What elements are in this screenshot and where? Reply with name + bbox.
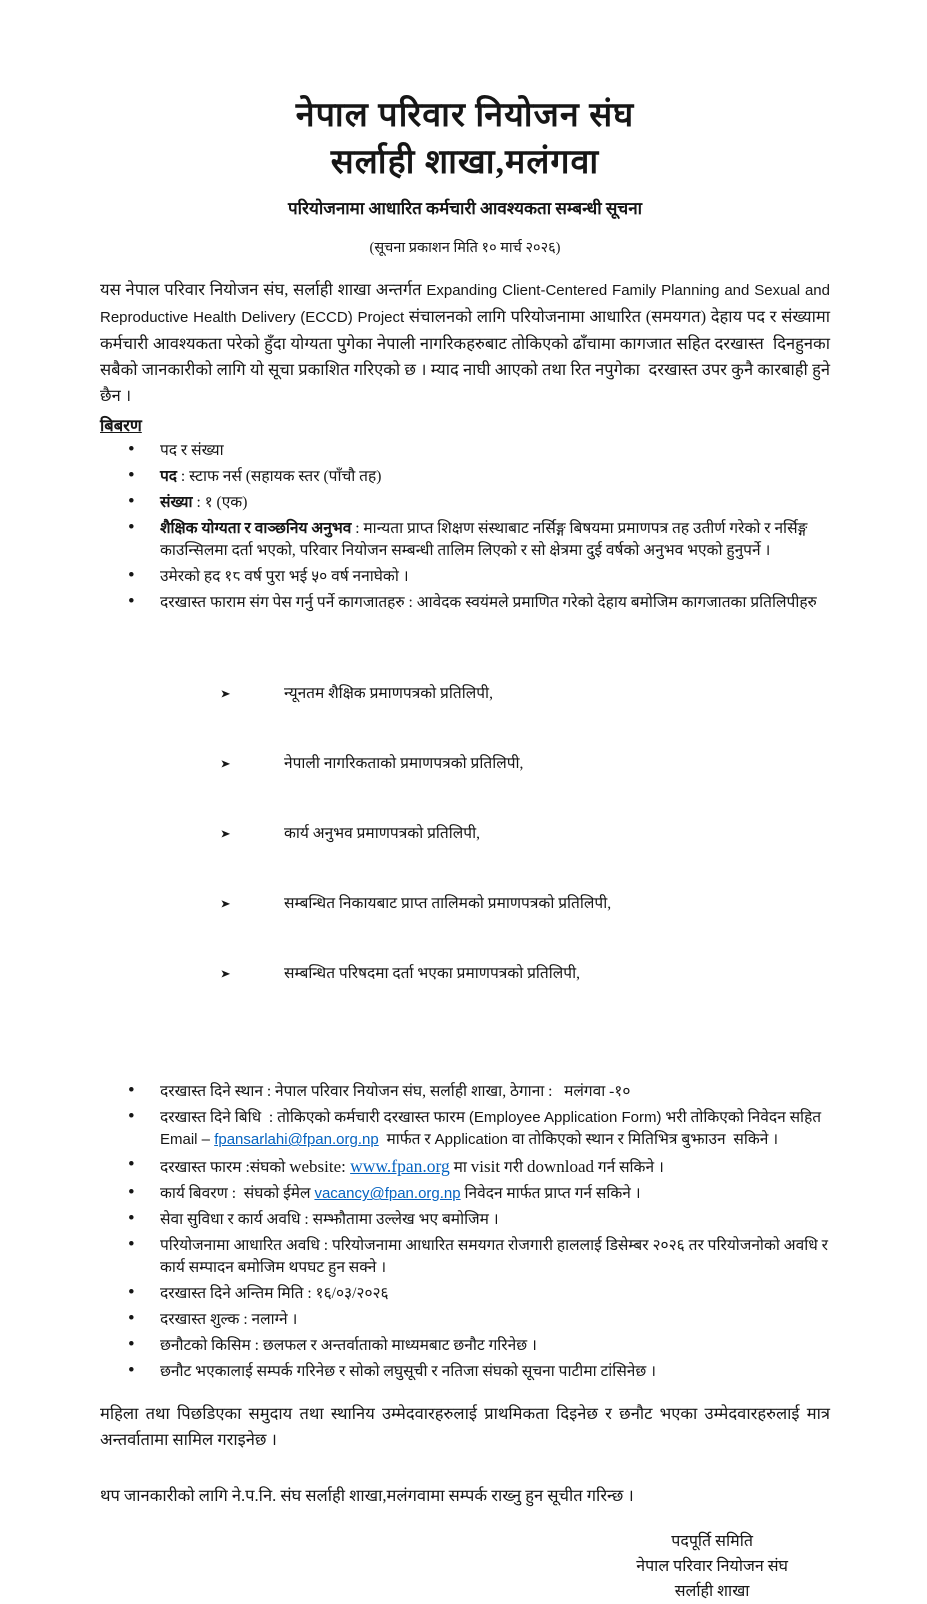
intro-part1: यस नेपाल परिवार नियोजन संघ, सर्लाही शाखा अन्तर्गत (100, 280, 427, 300)
signature-block (636, 1529, 788, 1604)
bullet-text: दरखास्त फारम :संघको (160, 1159, 290, 1177)
sub-bullet-experience-certificate (220, 823, 830, 845)
vacancy-email-link[interactable]: vacancy@fpan.org.np (314, 1185, 461, 1203)
bullet-text-en: (Employee Application Form) (468, 1109, 662, 1127)
intro-part3: संचालनको लागि परियोजनामा आधारित (समयगत) देहाय पद र संख्यामा कर्मचारी आवश्यकता परेको हुँदा योग्यता पुगेका नेपाली नागरिकहरुबाट तोकिएको ढाँचामा कागजात सहित दरखास्त दिनहुनका सबैको जानकारीको लागि यो सूचा प्रकाशित गरिएको छ । म्याद नाघी आएको तथा रित नपुगेका दरखास्त उपर कुनै कारबाही हुने छैन । (100, 307, 835, 406)
bullet-item-qualification (128, 518, 830, 562)
notice-subtitle: परियोजनामा आधारित कर्मचारी आवश्यकता सम्बन्धी सूचना (287, 199, 643, 219)
bullet-item-position-and-number (128, 440, 830, 462)
bullet-text: दरखास्त दिने बिधि : तोकिएको कर्मचारी दरखास्त फारम (160, 1109, 469, 1127)
bullet-text: वा तोकिएको स्थान र मितिभित्र बुझाउन सकिने । (508, 1131, 779, 1149)
requirements-list (100, 440, 830, 1383)
org-title: नेपाल परिवार नियोजन संघ (295, 97, 635, 134)
bullet-item-service-terms (128, 1209, 830, 1231)
bullet-text: गरी (500, 1159, 527, 1177)
bullet-text: दरखास्त फाराम संग पेस गर्नु पर्ने कागजातहरु : आवेदक स्वयंमले प्रमाणित गरेको देहाय बमोजिम कागजातका प्रतिलिपीहरु (160, 594, 817, 612)
sub-bullet-text: कार्य अनुभव प्रमाणपत्रको प्रतिलिपी, (284, 825, 480, 843)
sub-bullet-council-registration (220, 963, 830, 985)
bullet-text-en: download (526, 1157, 594, 1177)
bullet-label: शैक्षिक योग्यता र वाञ्छनिय अनुभव (160, 520, 352, 538)
bullet-text: छनौट भएकालाई सम्पर्क गरिनेछ र सोको लघुसूची र नतिजा संघको सूचना पाटीमा टांसिनेछ । (160, 1363, 657, 1381)
website-link[interactable]: www.fpan.org (350, 1156, 450, 1177)
intro-project-name-en: Expanding Client-Centered Family Planning and Sexual and Reproductive Health Delivery (ECCD) Project (100, 282, 835, 327)
bullet-text: छनौटको किसिम : छलफल र अन्तर्वाताको माध्यमबाट छनौट गरिनेछ । (160, 1337, 537, 1355)
bullet-item-selection-notification (128, 1361, 830, 1383)
sub-bullet-text: न्यूनतम शैक्षिक प्रमाणपत्रको प्रतिलिपी, (284, 685, 493, 703)
bullet-item-job-description (128, 1183, 830, 1205)
bullet-text: : मान्यता प्राप्त शिक्षण संस्थाबाट नर्सिङ्ग बिषयमा प्रमाणपत्र तह उतीर्ण गरेको र नर्सिङ्ग काउन्सिलमा दर्ता भएको, परिवार नियोजन सम्बन्धी तालिम लिएको र सो क्षेत्रमा दुई वर्षको अनुभव भएको हुनुपर्ने । (160, 520, 812, 560)
bullet-item-required-documents (128, 592, 830, 1077)
signature-organization: नेपाल परिवार नियोजन संघ (636, 1558, 788, 1576)
sub-bullet-text: सम्बन्धित परिषदमा दर्ता भएका प्रमाणपत्रको प्रतिलिपी, (284, 965, 580, 983)
bullet-text: : १ (एक) (192, 494, 248, 512)
bullet-text: भरी तोकिएको निवेदन सहित (661, 1109, 826, 1127)
bullet-text: पद र संख्या (160, 442, 224, 460)
bullet-text: उमेरको हद १८ वर्ष पुरा भई ५० वर्ष ननाघेको । (160, 568, 409, 586)
bullet-text-en: visit (470, 1157, 501, 1177)
publish-date: (सूचना प्रकाशन मिति १० मार्च २०२६) (369, 240, 561, 257)
bullet-text: सेवा सुविधा र कार्य अवधि : सम्झौतामा उल्लेख भए बमोजिम । (160, 1211, 499, 1229)
bullet-text: दरखास्त शुल्क : नलाग्ने । (160, 1311, 298, 1329)
bullet-label: संख्या (160, 494, 193, 512)
branch-title: सर्लाही शाखा,मलंगवा (330, 144, 600, 182)
bullet-text: दरखास्त दिने अन्तिम मिति : १६/०३/२०२६ (160, 1285, 389, 1303)
bullet-label: पद (160, 468, 178, 486)
bullet-text: गर्न सकिने । (593, 1159, 664, 1177)
bullet-item-application-method (128, 1107, 830, 1151)
bullet-item-deadline (128, 1283, 830, 1305)
signature-branch: सर्लाही शाखा (674, 1583, 750, 1601)
details-heading: बिबरण (100, 416, 142, 436)
signature-committee: पदपूर्ति समिति (671, 1533, 753, 1551)
priority-note-paragraph: महिला तथा पिछडिएका समुदाय तथा स्थानिय उम्मेदवारहरुलाई प्राथमिकता दिइनेछ र छनौट भएका उम्मेदवारहरुलाई मात्र अन्तर्वातामा सामिल गराइनेछ । (100, 1404, 835, 1450)
bullet-text-en: website: (289, 1157, 351, 1177)
sub-bullet-text: नेपाली नागरिकताको प्रमाणपत्रको प्रतिलिपी, (284, 755, 524, 773)
document-header (100, 96, 830, 257)
bullet-item-application-fee (128, 1309, 830, 1331)
sub-bullet-academic-certificate (220, 683, 830, 705)
bullet-item-position (128, 466, 830, 488)
bullet-text-en: Application (434, 1131, 509, 1149)
bullet-text: मा (449, 1159, 471, 1177)
documents-sub-list (160, 639, 830, 1033)
sub-bullet-citizenship-certificate (220, 753, 830, 775)
bullet-item-number (128, 492, 830, 514)
sub-bullet-training-certificate (220, 893, 830, 915)
bullet-item-application-place (128, 1081, 830, 1103)
sub-bullet-text: सम्बन्धित निकायबाट प्राप्त तालिमको प्रमाणपत्रको प्रतिलिपी, (284, 895, 612, 913)
bullet-text: दरखास्त दिने स्थान : नेपाल परिवार नियोजन संघ, सर्लाही शाखा, ठेगाना : मलंगवा -१० (160, 1083, 631, 1101)
contact-info-paragraph: थप जानकारीको लागि ने.प.नि. संघ सर्लाही शाखा,मलंगवामा सम्पर्क राख्नु हुन सूचीत गरिन्छ । (100, 1486, 634, 1506)
bullet-text: : स्टाफ नर्स (सहायक स्तर (पाँचौ तह) (177, 468, 382, 486)
bullet-item-age-limit (128, 566, 830, 588)
bullet-text: निवेदन मार्फत प्राप्त गर्न सकिने । (460, 1185, 641, 1203)
bullet-text: परियोजनामा आधारित अवधि : परियोजनामा आधारित समयगत रोजगारी हाललाई डिसेम्बर २०२६ तर परियोजनोको अवधि र कार्य सम्पादन बमोजिम थपघट हुन सक्ने । (160, 1237, 832, 1277)
bullet-text: कार्य बिवरण : संघको ईमेल (160, 1185, 315, 1203)
bullet-text: मार्फत र (378, 1131, 435, 1149)
bullet-text-en: Email – (160, 1131, 215, 1149)
bullet-item-project-duration (128, 1235, 830, 1279)
bullet-item-selection-type (128, 1335, 830, 1357)
intro-paragraph (100, 277, 835, 409)
application-email-link[interactable]: fpansarlahi@fpan.org.np (214, 1131, 379, 1149)
bullet-item-application-form-website (128, 1155, 830, 1179)
